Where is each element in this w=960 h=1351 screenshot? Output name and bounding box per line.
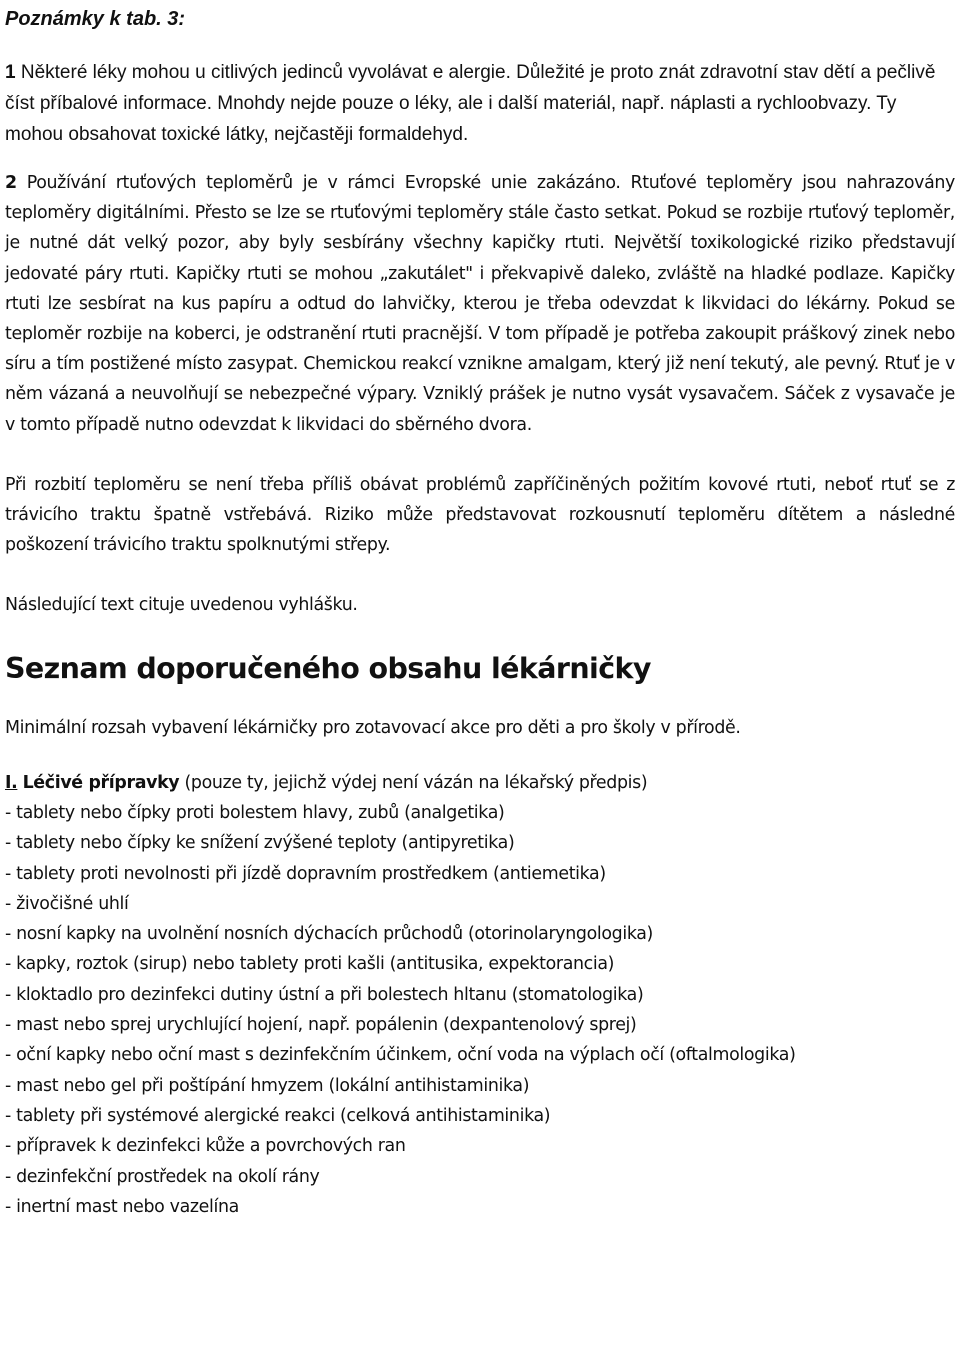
- list-item: - inertní mast nebo vazelína: [5, 1196, 239, 1217]
- group-1-list: [5, 798, 955, 1222]
- group-1-roman: I.: [5, 772, 18, 793]
- notes-heading: Poznámky k tab. 3:: [5, 8, 186, 30]
- note-1-text: Některé léky mohou u citlivých jedinců vyvolávat e alergie. Důležité je proto znát zdravotní stav dětí a pečlivě číst příbalové informace. Mnohdy nejde pouze o léky, ale i další materiál, např. náplasti a rychloobvazy. Ty mohou obsahovat toxické látky, nejčastěji formaldehyd.: [5, 62, 936, 145]
- list-item: - nosní kapky na uvolnění nosních dýchacích průchodů (otorinolaryngologika): [5, 924, 653, 945]
- note-2-number: 2: [5, 173, 17, 193]
- note-2-text: Používání rtuťových teploměrů je v rámci Evropské unie zakázáno. Rtuťové teploměry jsou nahrazovány teploměry digitálními. Přesto se lze se rtuťovými teploměry stále často setkat. Pokud se rozbije rtuťový teploměr, je nutné dát velký pozor, aby byly sesbírány všechny kapičky rtuti. Největší toxikologické riziko představují jedovaté páry rtuti. Kapičky rtuti se mohou „zakutálet" i překvapivě daleko, zvláště na hladké podlaze. Kapičky rtuti lze sesbírat na kus papíru a odtud do lahvičky, kterou je třeba odevzdat k likvidaci do lékárny. Pokud se teploměr rozbije na koberci, je odstranění rtuti pracnější. V tom případě je potřeba zakoupit práškový zinek nebo síru a tím postižené místo zasypat. Chemickou reakcí vznikne amalgam, který již není tekutý, ale pevný. Rtuť je v něm vázaná a neuvolňují se nebezpečné výpary. Vzniklý prášek je nutno vysát vysavačem. Sáček z vysavače je v tomto případě nutno odevzdat k likvidaci do sběrného dvora.: [5, 173, 955, 435]
- group-1-heading: [5, 743, 955, 798]
- list-item: - kloktadlo pro dezinfekci dutiny ústní a při bolestech hltanu (stomatologika): [5, 984, 644, 1005]
- list-item: - tablety nebo čípky ke snížení zvýšené teploty (antipyretika): [5, 833, 515, 854]
- note-1-number: 1: [5, 62, 16, 83]
- list-item: - tablety proti nevolnosti při jízdě dopravním prostředkem (antiemetika): [5, 863, 606, 884]
- list-item: - mast nebo gel při poštípání hmyzem (lokální antihistaminika): [5, 1075, 530, 1096]
- list-item: - mast nebo sprej urychlující hojení, např. popálenin (dexpantenolový sprej): [5, 1015, 637, 1036]
- note-2: [5, 150, 955, 440]
- list-item: - přípravek k dezinfekci kůže a povrchových ran: [5, 1136, 406, 1157]
- paragraph-citation-note: Následující text cituje uvedenou vyhlášku.: [5, 595, 358, 616]
- section-title: Seznam doporučeného obsahu lékárničky: [5, 651, 651, 685]
- list-item: - dezinfekční prostředek na okolí rány: [5, 1166, 320, 1187]
- list-item: - živočišné uhlí: [5, 893, 129, 914]
- paragraph-swallowing-mercury: Při rozbití teploměru se není třeba příliš obávat problémů zapříčiněných požitím kovové rtuti, neboť rtuť se z trávicího traktu špatně vstřebává. Riziko může představovat rozkousnutí teploměru dítětem a následné poškození trávicího traktu spolknutými střepy.: [5, 474, 955, 556]
- section-intro: Minimální rozsah vybavení lékárničky pro zotavovací akce pro děti a pro školy v přírodě.: [5, 717, 741, 738]
- group-1-note: (pouze ty, jejichž výdej není vázán na lékařský předpis): [179, 772, 648, 793]
- list-item: - tablety nebo čípky proti bolestem hlavy, zubů (analgetika): [5, 802, 505, 823]
- list-item: - oční kapky nebo oční mast s dezinfekčním účinkem, oční voda na výplach očí (oftalmologika): [5, 1045, 796, 1066]
- group-1-name: Léčivé přípravky: [22, 772, 180, 793]
- document-page: [5, 0, 955, 1222]
- list-item: - tablety při systémové alergické reakci (celková antihistaminika): [5, 1105, 551, 1126]
- note-1: [5, 31, 955, 150]
- list-item: - kapky, roztok (sirup) nebo tablety proti kašli (antitusika, expektorancia): [5, 954, 615, 975]
